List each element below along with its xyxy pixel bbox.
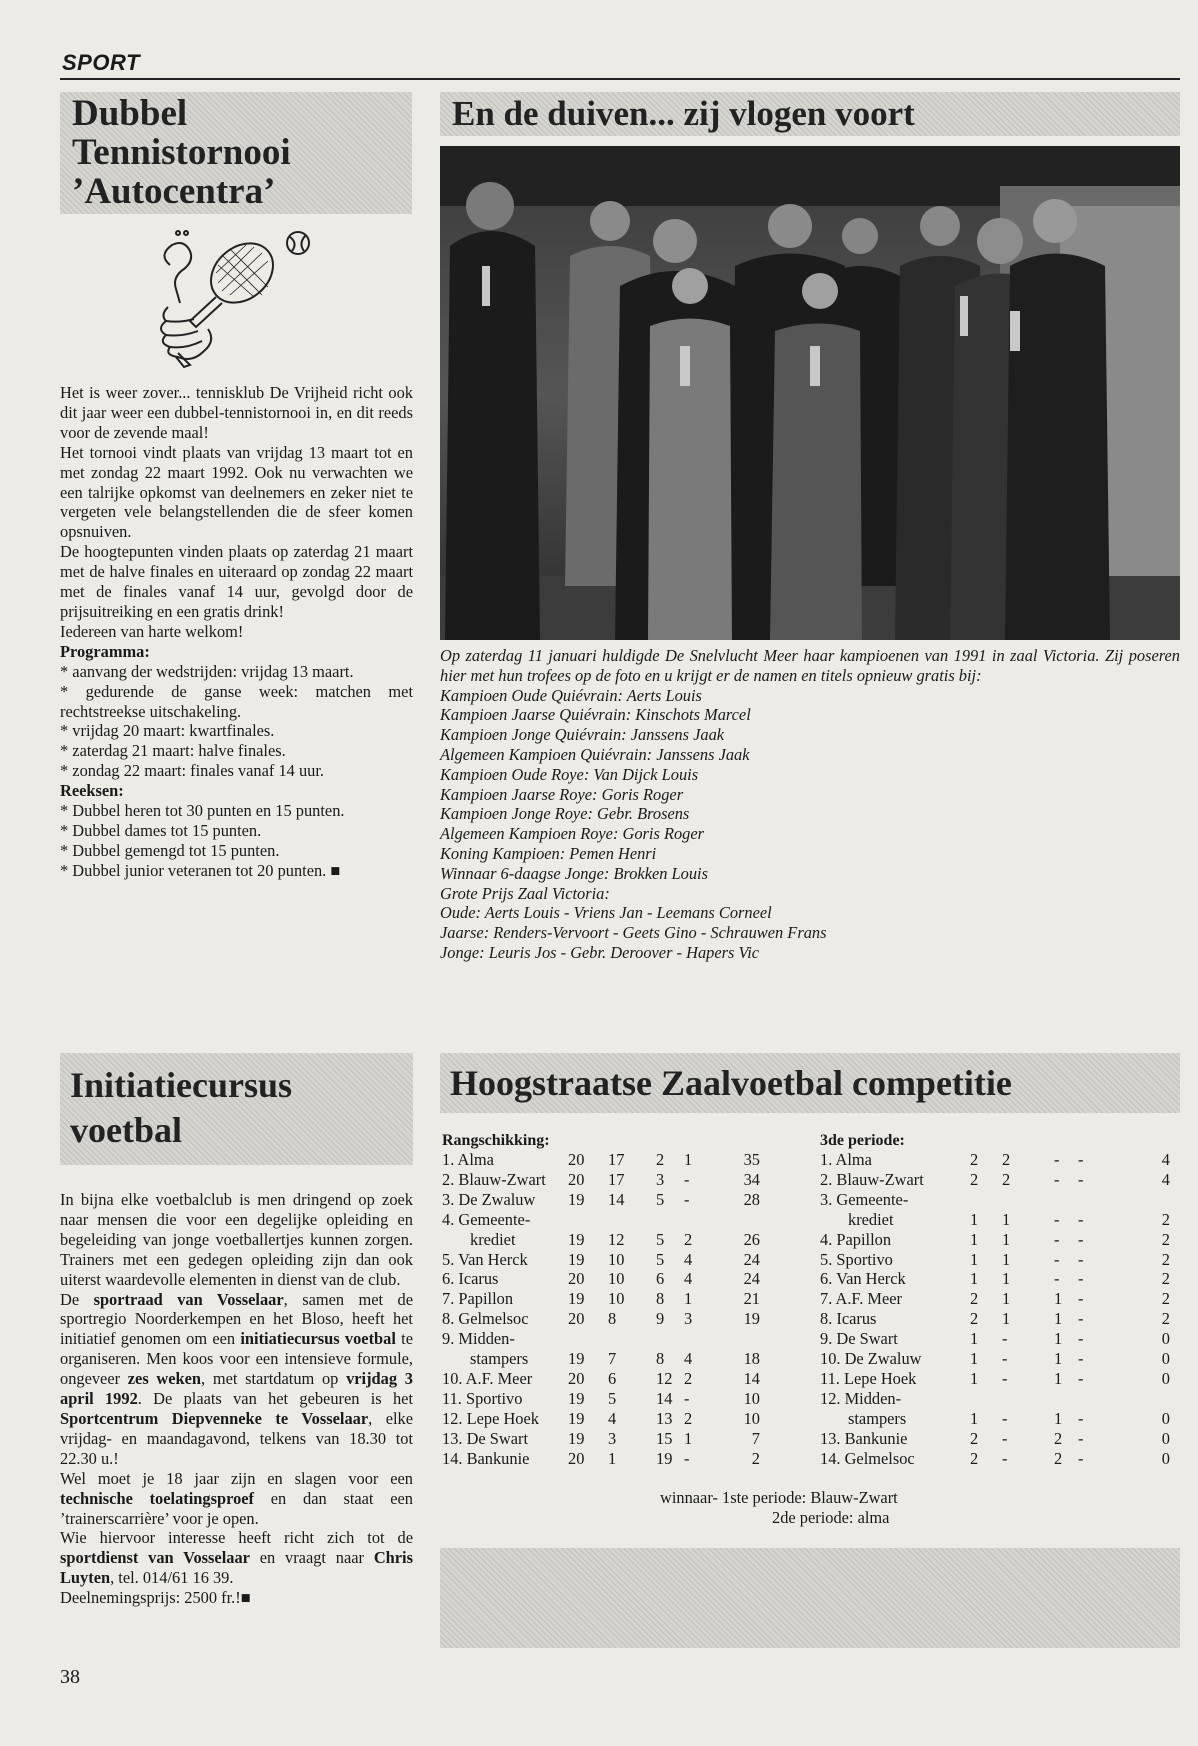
stat-cell: 5 [608,1388,617,1408]
winner-line: Oude: Aerts Louis - Vriens Jan - Leemans Corneel [440,903,772,923]
stat-cell: 10 [608,1289,625,1309]
stat-cell: - [1078,1169,1084,1189]
ranking-row [442,1369,760,1389]
stat-cell: 1 [970,1368,979,1388]
team-name-cell: 2. Blauw-Zwart [820,1169,924,1189]
stat-cell: 14 [656,1388,673,1408]
program-item: * zaterdag 21 maart: halve finales. [60,741,286,761]
stat-cell: 8 [608,1309,617,1329]
header-rule [60,78,1180,80]
stat-cell: - [1002,1428,1008,1448]
football-paragraph: Wel moet je 18 jaar zijn en slagen voor een technische toelatingsproef en dan staat een ’trainerscarrière’ voor je open. [60,1468,413,1528]
ranking-row [442,1230,760,1250]
team-name-cell: 14. Bankunie [442,1448,530,1468]
ranking-row [442,1210,760,1230]
stat-cell: 20 [568,1169,585,1189]
team-name-cell: 6. Van Herck [820,1269,906,1289]
stat-cell [656,1329,684,1349]
stat-cell: 2 [1002,1169,1011,1189]
stat-cell: - [1054,1209,1060,1229]
stat-cell: - [1078,1150,1084,1169]
stat-cell: 19 [568,1388,585,1408]
stat-cell: 21 [743,1289,760,1309]
stat-cell: 20 [568,1269,585,1289]
stat-cell [1078,1190,1114,1210]
stat-cell: 1 [970,1329,979,1349]
stat-cell: - [1078,1309,1084,1329]
period-row [820,1230,1170,1250]
stat-cell: - [1054,1229,1060,1249]
stat-cell: - [1078,1428,1084,1448]
empty-hatched-box [440,1548,1180,1648]
program-item: * vrijdag 20 maart: kwartfinales. [60,721,275,741]
stat-cell: 6 [608,1368,617,1388]
end-mark: ■ [240,1588,251,1608]
football-title-box [60,1053,413,1165]
stat-cell: 2 [1161,1289,1170,1309]
stat-cell: 6 [656,1269,665,1289]
stat-cell: 10 [743,1408,760,1428]
stat-cell: 2 [656,1150,665,1169]
winner-period-2: 2de periode: alma [772,1507,890,1527]
stat-cell [568,1329,608,1349]
program-item: * gedurende de ganse week: matchen met rechtstreekse uitschakeling. [60,681,413,721]
period-winners [660,1488,898,1528]
team-name-cell: 6. Icarus [442,1269,499,1289]
period-table [820,1150,1170,1469]
stat-cell: - [1078,1249,1084,1269]
stat-cell: 5 [656,1189,665,1209]
winner-line: Grote Prijs Zaal Victoria: [440,883,610,903]
team-name-cell: 7. A.F. Meer [820,1289,902,1309]
stat-cell: 19 [568,1249,585,1269]
series-item: * Dubbel junior veteranen tot 20 punten. ■ [60,860,341,880]
stat-cell: 0 [1161,1408,1170,1428]
stat-cell: 1 [1054,1289,1063,1309]
stat-cell: 4 [684,1269,693,1289]
tennis-paragraph: De hoogtepunten vinden plaats op zaterdag 21 maart met de halve finales en uiteraard op zondag 22 maart met de finales vanaf 14 uur, gevolgd door de prijsuitreiking en een gratis drink! [60,542,413,621]
stat-cell: 1 [684,1150,693,1169]
tennis-racket-illustration [150,225,330,375]
tennis-body [60,383,413,881]
series-item: * Dubbel heren tot 30 punten en 15 punten. [60,801,345,821]
ranking-row [442,1429,760,1449]
winner-line: Kampioen Jaarse Roye: Goris Roger [440,784,684,804]
team-name-cell: 11. Lepe Hoek [820,1368,917,1388]
stat-cell: - [1002,1329,1008,1349]
winner-line: Winnaar 6-daagse Jonge: Brokken Louis [440,863,708,883]
team-name-cell: 10. De Zwaluw [820,1349,922,1369]
period-row [820,1210,1170,1230]
ranking-row [442,1190,760,1210]
period-row [820,1150,1170,1170]
tennis-title-box [60,92,412,214]
series-item: * Dubbel gemengd tot 15 punten. [60,840,280,860]
stat-cell: - [1078,1368,1084,1388]
pigeons-caption [440,646,1180,963]
stat-cell: - [1054,1249,1060,1269]
tennis-paragraph: Het is weer zover... tennisklub De Vrijheid richt ook dit jaar weer een dubbel-tennistornooi in, en dit reeds voor de zevende maal! [60,383,413,442]
stat-cell [1002,1389,1054,1409]
ranking-heading: Rangschikking: [442,1132,550,1149]
series-heading: Reeksen: [60,781,124,801]
stat-cell: 20 [568,1150,585,1169]
stat-cell: 14 [743,1368,760,1388]
stat-cell: 4 [684,1249,693,1269]
page-number: 38 [60,1666,80,1688]
stat-cell: - [1054,1269,1060,1289]
ranking-row [442,1349,760,1369]
stat-cell: 1 [1002,1249,1011,1269]
stat-cell [1114,1389,1170,1409]
stat-cell: 1 [970,1349,979,1369]
winner-line: Jonge: Leuris Jos - Gebr. Deroover - Hapers Vic [440,942,760,962]
stat-cell: 24 [743,1249,760,1269]
stat-cell: 35 [743,1150,760,1169]
stat-cell: 3 [684,1309,693,1329]
stat-cell: 0 [1161,1329,1170,1349]
stat-cell: 0 [1161,1428,1170,1448]
stat-cell: 1 [1002,1229,1011,1249]
tennis-paragraph: Iedereen van harte welkom! [60,621,244,641]
stat-cell: 1 [684,1428,693,1448]
stat-cell: 2 [684,1408,693,1428]
stat-cell [1114,1190,1170,1210]
stat-cell: 20 [568,1448,585,1468]
ranking-row [442,1289,760,1309]
team-name-cell: 4. Gemeente- [442,1209,531,1229]
stat-cell: 0 [1161,1368,1170,1388]
team-name-cell: 9. De Swart [820,1329,898,1349]
stat-cell [970,1389,1002,1409]
team-name-cell: 12. Midden- [820,1388,902,1408]
stat-cell: 7 [608,1349,617,1369]
stat-cell: 2 [970,1289,979,1309]
stat-cell: 1 [608,1448,617,1468]
period-row [820,1409,1170,1429]
period-row [820,1289,1170,1309]
stat-cell: 1 [970,1269,979,1289]
stat-cell: 3 [656,1169,665,1189]
stat-cell: - [1054,1150,1060,1169]
period-row [820,1389,1170,1409]
stat-cell: 0 [1161,1349,1170,1369]
period-row [820,1449,1170,1469]
team-name-cell: stampers [470,1349,529,1369]
stat-cell: 17 [608,1150,625,1169]
ranking-row [442,1449,760,1469]
team-name-cell: 4. Papillon [820,1229,892,1249]
stat-cell: 18 [743,1349,760,1369]
team-name-cell: 8. Icarus [820,1309,877,1329]
stat-cell: 1 [970,1249,979,1269]
stat-cell [568,1210,608,1230]
stat-cell: 2 [970,1448,979,1468]
period-row [820,1250,1170,1270]
stat-cell: 5 [656,1229,665,1249]
stat-cell [724,1329,760,1349]
stat-cell: 20 [568,1368,585,1388]
period-row [820,1369,1170,1389]
stat-cell: - [1054,1169,1060,1189]
stat-cell: 19 [568,1408,585,1428]
pigeons-title-box [440,92,1180,136]
team-name-cell: 12. Lepe Hoek [442,1408,539,1428]
stat-cell: 13 [656,1408,673,1428]
stat-cell: 20 [568,1309,585,1329]
stat-cell: - [1078,1349,1084,1369]
period-row [820,1170,1170,1190]
stat-cell: 7 [751,1428,760,1448]
stat-cell: - [684,1448,690,1468]
stat-cell: - [1002,1368,1008,1388]
team-name-cell: 5. Van Herck [442,1249,528,1269]
stat-cell: - [684,1388,690,1408]
winner-line: Kampioen Oude Roye: Van Dijck Louis [440,764,699,784]
team-name-cell: 3. De Zwaluw [442,1189,536,1209]
stat-cell: 2 [1002,1150,1011,1169]
stat-cell: - [1002,1408,1008,1428]
ranking-row [442,1250,760,1270]
team-name-cell: 11. Sportivo [442,1388,523,1408]
stat-cell: 12 [656,1368,673,1388]
stat-cell: 14 [608,1189,625,1209]
program-heading: Programma: [60,641,150,661]
team-name-cell: 13. De Swart [442,1428,529,1448]
stat-cell: 2 [1161,1209,1170,1229]
stat-cell: 1 [1002,1269,1011,1289]
champions-photo-image [440,146,1180,640]
period-row [820,1269,1170,1289]
pigeons-title: En de duiven... zij vlogen voort [452,94,915,133]
stat-cell: - [684,1189,690,1209]
team-name-cell: 2. Blauw-Zwart [442,1169,546,1189]
stat-cell: 2 [751,1448,760,1468]
stat-cell: 1 [1002,1309,1011,1329]
team-name-cell: 13. Bankunie [820,1428,908,1448]
period-row [820,1190,1170,1210]
winner-line: Kampioen Jonge Quiévrain: Janssens Jaak [440,725,725,745]
winner-line: Kampioen Oude Quiévrain: Aerts Louis [440,685,702,705]
period-row [820,1349,1170,1369]
stat-cell: 12 [608,1229,625,1249]
stat-cell: 1 [1054,1368,1063,1388]
team-name-cell: 1. Alma [820,1150,872,1169]
stat-cell: 2 [1161,1249,1170,1269]
ranking-table [442,1150,760,1469]
stat-cell: 4 [608,1408,617,1428]
stat-cell: - [1002,1448,1008,1468]
team-name-cell: 5. Sportivo [820,1249,893,1269]
series-item: * Dubbel dames tot 15 punten. [60,820,262,840]
ranking-row [442,1329,760,1349]
stat-cell [1054,1190,1078,1210]
team-name-cell: 9. Midden- [442,1329,515,1349]
stat-cell: - [1002,1349,1008,1369]
stat-cell: 2 [970,1309,979,1329]
stat-cell: 2 [970,1150,979,1169]
stat-cell: 1 [970,1229,979,1249]
winner-line: Algemeen Kampioen Roye: Goris Roger [440,824,705,844]
stat-cell: 1 [1002,1289,1011,1309]
stat-cell: 17 [608,1169,625,1189]
ranking-row [442,1309,760,1329]
stat-cell: 26 [743,1229,760,1249]
stat-cell: 19 [568,1349,585,1369]
stat-cell [724,1210,760,1230]
stat-cell: - [1078,1329,1084,1349]
stat-cell: 5 [656,1249,665,1269]
stat-cell: - [1078,1229,1084,1249]
winner-line: Algemeen Kampioen Quiévrain: Janssens Jaak [440,744,750,764]
stat-cell: 10 [743,1388,760,1408]
period-row [820,1329,1170,1349]
program-item: * zondag 22 maart: finales vanaf 14 uur. [60,761,324,781]
caption-intro: Op zaterdag 11 januari huldigde De Snelvlucht Meer haar kampioenen van 1991 in zaal Victoria. Zij poseren hier met hun trofees op de foto en u krijgt er de namen en titels opnieuw gratis bij: [440,646,1180,685]
team-name-cell: 7. Papillon [442,1289,514,1309]
stat-cell: 8 [656,1349,665,1369]
team-name-cell: 8. Gelmelsoc [442,1309,529,1329]
champions-photo [440,146,1180,640]
stat-cell: 2 [1054,1428,1063,1448]
stat-cell [1078,1389,1114,1409]
stat-cell: 9 [656,1309,665,1329]
stat-cell [684,1210,724,1230]
stat-cell: - [1078,1408,1084,1428]
stat-cell [1054,1389,1078,1409]
football-paragraph: De sportraad van Vosselaar, samen met de sportregio Noorderkempen en het Bloso, heeft het initiatief genomen om een initiatiecursus voetbal te organiseren. Men koos voor een intensieve formule, ongeveer zes weken, met startdatum op vrijdag 3 april 1992. De plaats van het gebeuren is het Sportcentrum Diepvenneke te Vosselaar, elke vrijdag- en maandagavond, telkens van 18.30 tot 22.30 u.! [60,1289,414,1468]
team-name-cell: krediet [470,1229,516,1249]
ranking-row [442,1389,760,1409]
stat-cell: 19 [743,1309,760,1329]
stat-cell: 2 [1161,1229,1170,1249]
winner-line: Jaarse: Renders-Vervoort - Geets Gino - Schrauwen Frans [440,923,827,943]
stat-cell: 2 [1054,1448,1063,1468]
stat-cell: 4 [1161,1150,1170,1169]
ranking-row [442,1409,760,1429]
stat-cell [608,1329,656,1349]
stat-cell: - [684,1169,690,1189]
ranking-row [442,1269,760,1289]
team-name-cell: 14. Gelmelsoc [820,1448,915,1468]
stat-cell: 2 [970,1169,979,1189]
stat-cell: - [1078,1289,1084,1309]
football-paragraph: In bijna elke voetbalclub is men dringend op zoek naar mensen die voor een degelijke opleiding en begeleiding van jonge voetballertjes kunnen zorgen. Trainers met een gedegen opleiding zijn dan ook uiterst waardevolle elementen in dienst van de club. [60,1190,413,1289]
period-row [820,1429,1170,1449]
team-name-cell: krediet [848,1209,894,1229]
stat-cell [656,1210,684,1230]
stat-cell: - [1078,1209,1084,1229]
stat-cell: 19 [568,1289,585,1309]
team-name-cell: 3. Gemeente- [820,1189,909,1209]
stat-cell: 19 [656,1448,673,1468]
stat-cell: 2 [684,1368,693,1388]
winner-period-1: winnaar- 1ste periode: Blauw-Zwart [660,1488,898,1507]
football-paragraph: Wie hiervoor interesse heeft richt zich tot de sportdienst van Vosselaar en vraagt naar Chris Luyten, tel. 014/61 16 39. [60,1528,413,1588]
program-item: * aanvang der wedstrijden: vrijdag 13 maart. [60,661,354,681]
football-title: Initiatiecursus voetbal [70,1065,293,1150]
stat-cell: 1 [1054,1408,1063,1428]
stat-cell: 19 [568,1428,585,1448]
futsal-title-box [440,1053,1180,1113]
stat-cell: 2 [970,1428,979,1448]
section-label: SPORT [62,50,140,75]
period-heading: 3de periode: [820,1132,905,1149]
stat-cell: 24 [743,1269,760,1289]
stat-cell: 28 [743,1189,760,1209]
stat-cell: - [1078,1448,1084,1468]
stat-cell: 8 [656,1289,665,1309]
stat-cell: 19 [568,1189,585,1209]
stat-cell: 2 [684,1229,693,1249]
stat-cell: 1 [970,1209,979,1229]
stat-cell: 1 [1054,1349,1063,1369]
stat-cell: 4 [1161,1169,1170,1189]
football-paragraph: Deelnemingsprijs: 2500 fr.!■ [60,1588,251,1608]
stat-cell [970,1190,1002,1210]
stat-cell: 2 [1161,1269,1170,1289]
football-body [60,1190,413,1608]
stat-cell: 1 [1002,1209,1011,1229]
stat-cell: 1 [1054,1329,1063,1349]
stat-cell [608,1210,656,1230]
ranking-row [442,1150,760,1170]
stat-cell: 15 [656,1428,673,1448]
stat-cell: 19 [568,1229,585,1249]
stat-cell: 1 [684,1289,693,1309]
winner-line: Kampioen Jonge Roye: Gebr. Brosens [440,804,690,824]
team-name-cell: 1. Alma [442,1150,494,1169]
stat-cell: 3 [608,1428,617,1448]
winner-line: Kampioen Jaarse Quiévrain: Kinschots Marcel [440,705,751,725]
stat-cell: 10 [608,1249,625,1269]
stat-cell: 1 [1054,1309,1063,1329]
futsal-title: Hoogstraatse Zaalvoetbal competitie [450,1063,1012,1103]
end-mark: ■ [330,860,341,880]
team-name-cell: stampers [848,1408,907,1428]
winner-line: Koning Kampioen: Pemen Henri [440,843,657,863]
stat-cell: 34 [743,1169,760,1189]
stat-cell: - [1078,1269,1084,1289]
stat-cell: 10 [608,1269,625,1289]
stat-cell [1002,1190,1054,1210]
ranking-row [442,1170,760,1190]
stat-cell: 1 [970,1408,979,1428]
stat-cell: 0 [1161,1448,1170,1468]
tennis-title: Dubbel Tennistornooi ’Autocentra’ [72,93,291,212]
team-name-cell: 10. A.F. Meer [442,1368,533,1388]
period-row [820,1309,1170,1329]
stat-cell: 4 [684,1349,693,1369]
tennis-paragraph: Het tornooi vindt plaats van vrijdag 13 maart tot en met zondag 22 maart 1992. Ook nu verwachten we een talrijke opkomst van deelnemers en zeker niet te vergeten vele belangstellenden die de sfeer komen opsnuiven. [60,442,413,542]
stat-cell: 2 [1161,1309,1170,1329]
stat-cell [684,1329,724,1349]
